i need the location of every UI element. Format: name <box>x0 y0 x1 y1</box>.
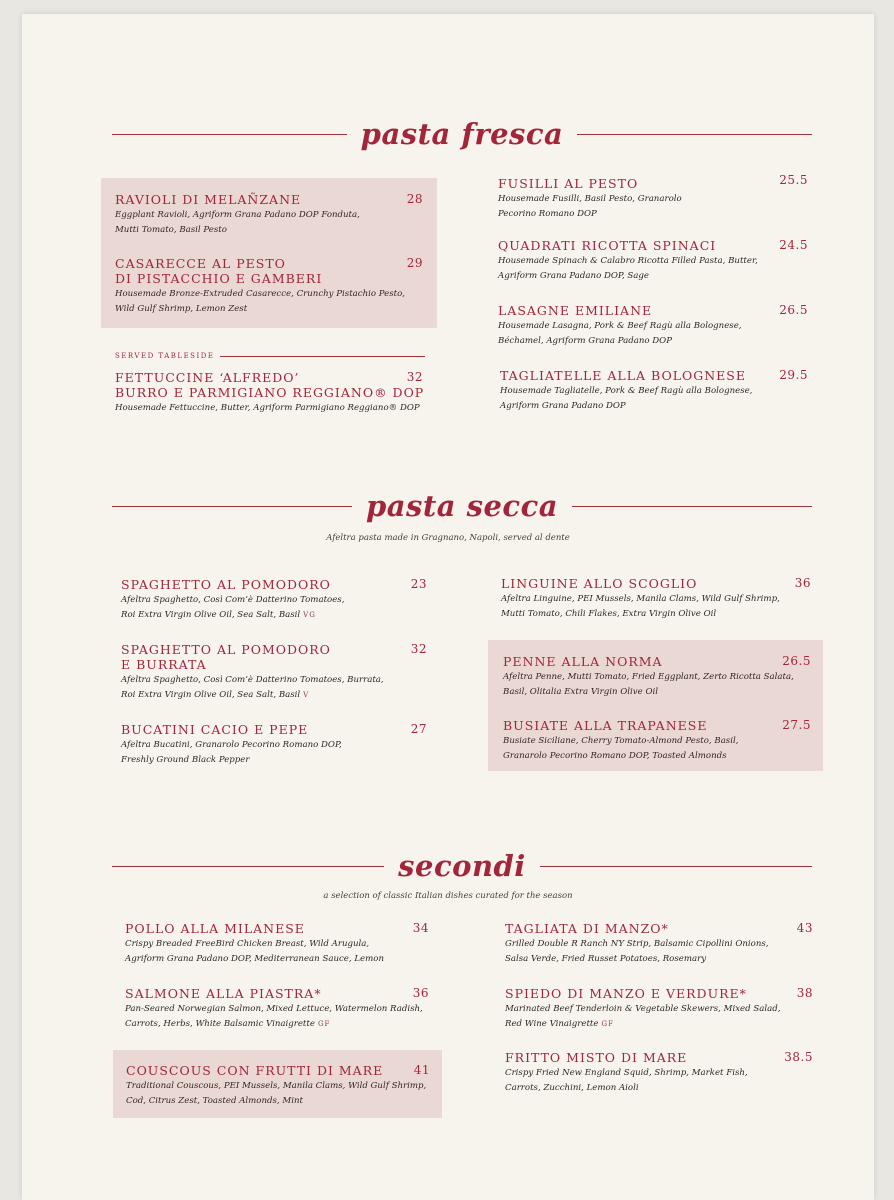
item-name: BUSIATE ALLA TRAPANESE <box>503 718 708 733</box>
item-name: TAGLIATA DI MANZO* <box>505 921 669 936</box>
item-price: 38 <box>796 986 813 1000</box>
item-desc: Housemade Spinach & Calabro Ricotta Filled Pasta, Butter, Agriform Grana Padano DOP, Sage <box>498 256 758 281</box>
item-name: SPIEDO DI MANZO E VERDURE* <box>505 986 747 1001</box>
menu-item <box>115 256 423 317</box>
item-name: TAGLIATELLE ALLA BOLOGNESE <box>500 368 746 383</box>
item-price: 26.5 <box>782 654 811 668</box>
secondi-header <box>112 846 812 886</box>
header-rule-right <box>572 506 812 507</box>
item-name: FETTUCCINE ‘ALFREDO’ BURRO E PARMIGIANO REGGIANO® DOP <box>115 370 425 400</box>
item-name: RAVIOLI DI MELAÑZANE <box>115 192 302 207</box>
item-name: SPAGHETTO AL POMODORO <box>121 577 331 592</box>
item-name: CASARECCE AL PESTO DI PISTACCHIO E GAMBERI <box>115 256 323 286</box>
item-name: POLLO ALLA MILANESE <box>125 921 305 936</box>
item-desc: Marinated Beef Tenderloin & Vegetable Skewers, Mixed Salad, Red Wine Vinaigrette GF <box>505 1004 781 1029</box>
item-price: 38.5 <box>784 1050 813 1064</box>
header-rule-right <box>540 866 812 867</box>
header-rule-left <box>112 506 352 507</box>
item-desc: Afeltra Linguine, PEI Mussels, Manila Clams, Wild Gulf Shrimp, Mutti Tomato, Chili Flakes, Extra Virgin Olive Oil <box>501 594 780 619</box>
item-desc: Housemade Fusilli, Basil Pesto, Granarolo Pecorino Romano DOP <box>498 194 682 219</box>
item-price: 27 <box>410 722 427 736</box>
pasta-secca-title: pasta secca <box>365 489 559 523</box>
item-price: 34 <box>412 921 429 935</box>
item-name: COUSCOUS CON FRUTTI DI MARE <box>126 1063 384 1078</box>
item-price: 43 <box>796 921 813 935</box>
item-name: FUSILLI AL PESTO <box>498 176 639 191</box>
secondi-title: secondi <box>398 849 526 883</box>
item-price: 27.5 <box>782 718 811 732</box>
item-name: PENNE ALLA NORMA <box>503 654 663 669</box>
menu-item <box>505 986 813 1032</box>
menu-item <box>500 368 808 414</box>
item-price: 41 <box>413 1063 430 1077</box>
item-desc: Afeltra Bucatini, Granarolo Pecorino Romano DOP, Freshly Ground Black Pepper <box>121 740 342 765</box>
menu-item <box>125 921 429 967</box>
dietary-tag: GF <box>317 1020 331 1028</box>
item-desc: Traditional Couscous, PEI Mussels, Manila Clams, Wild Gulf Shrimp, Cod, Citrus Zest, Toasted Almonds, Mint <box>126 1081 427 1106</box>
pasta-fresca-title: pasta fresca <box>360 117 564 151</box>
item-desc: Eggplant Ravioli, Agriform Grana Padano DOP Fonduta, Mutti Tomato, Basil Pesto <box>115 210 360 235</box>
item-price: 28 <box>406 192 423 206</box>
menu-item <box>503 654 811 700</box>
menu-item <box>503 718 811 764</box>
dietary-tag: V <box>303 691 310 699</box>
header-rule-right <box>577 134 812 135</box>
menu-item <box>121 642 427 703</box>
item-price: 32 <box>410 642 427 656</box>
item-desc: Grilled Double R Ranch NY Strip, Balsamic Cipollini Onions, Salsa Verde, Fried Russet Potatoes, Rosemary <box>505 939 769 964</box>
menu-item <box>498 238 808 284</box>
secondi-subtitle: a selection of classic Italian dishes curated for the season <box>323 891 573 901</box>
item-name: SPAGHETTO AL POMODORO E BURRATA <box>121 642 331 672</box>
menu-item <box>505 1050 813 1096</box>
menu-item <box>121 722 427 768</box>
item-desc: Afeltra Spaghetto, Così Com’è Datterino Tomatoes, Roi Extra Virgin Olive Oil, Sea Salt, Basil VG <box>121 595 345 620</box>
dietary-tag: GF <box>601 1020 614 1028</box>
item-price: 36 <box>412 986 429 1000</box>
header-rule-left <box>112 866 384 867</box>
item-desc: Housemade Bronze-Extruded Casarecce, Crunchy Pistachio Pesto, Wild Gulf Shrimp, Lemon Zest <box>115 289 406 314</box>
item-desc: Afeltra Penne, Mutti Tomato, Fried Eggplant, Zerto Ricotta Salata, Basil, Olitalia Extra Virgin Olive Oil <box>503 672 794 697</box>
menu-item <box>505 921 813 967</box>
item-desc: Busiate Siciliane, Cherry Tomato-Almond Pesto, Basil, Granarolo Pecorino Romano DOP, Toasted Almonds <box>503 736 739 761</box>
served-tableside-label: SERVED TABLESIDE <box>115 352 425 360</box>
item-price: 29.5 <box>779 368 808 382</box>
item-desc: Housemade Fettuccine, Butter, Agriform Parmigiano Reggiano® DOP <box>115 403 420 413</box>
item-desc: Afeltra Spaghetto, Così Com’è Datterino Tomatoes, Burrata, Roi Extra Virgin Olive Oil, Sea Salt, Basil V <box>121 675 384 700</box>
menu-item <box>115 192 423 238</box>
menu-item <box>115 370 423 416</box>
item-price: 26.5 <box>779 303 808 317</box>
header-rule-left <box>112 134 347 135</box>
item-name: LINGUINE ALLO SCOGLIO <box>501 576 698 591</box>
item-name: SALMONE ALLA PIASTRA* <box>125 986 322 1001</box>
item-price: 24.5 <box>779 238 808 252</box>
item-name: FRITTO MISTO DI MARE <box>505 1050 688 1065</box>
item-name: QUADRATI RICOTTA SPINACI <box>498 238 717 253</box>
pasta-fresca-header <box>112 114 812 154</box>
item-price: 29 <box>406 256 423 270</box>
item-desc: Pan-Seared Norwegian Salmon, Mixed Lettuce, Watermelon Radish, Carrots, Herbs, White Balsamic Vinaigrette GF <box>125 1004 423 1029</box>
item-desc: Housemade Lasagna, Pork & Beef Ragù alla Bolognese, Béchamel, Agriform Grana Padano DOP <box>498 321 742 346</box>
item-name: BUCATINI CACIO E PEPE <box>121 722 309 737</box>
pasta-secca-header <box>112 486 812 526</box>
menu-item <box>126 1063 430 1109</box>
item-desc: Crispy Breaded FreeBird Chicken Breast, Wild Arugula, Agriform Grana Padano DOP, Mediterranean Sauce, Lemon <box>125 939 384 964</box>
menu-item <box>121 577 427 623</box>
item-desc: Crispy Fried New England Squid, Shrimp, Market Fish, Carrots, Zucchini, Lemon Aioli <box>505 1068 748 1093</box>
menu-item <box>498 173 808 222</box>
menu-page <box>22 14 874 1200</box>
dietary-tag: VG <box>303 611 316 619</box>
item-price: 36 <box>794 576 811 590</box>
pasta-secca-subtitle: Afeltra pasta made in Gragnano, Napoli, served al dente <box>326 533 570 543</box>
menu-item <box>498 303 808 349</box>
menu-item <box>501 576 811 622</box>
item-price: 25.5 <box>779 173 808 187</box>
item-price: 32 <box>406 370 423 384</box>
item-desc: Housemade Tagliatelle, Pork & Beef Ragù alla Bolognese, Agriform Grana Padano DOP <box>500 386 753 411</box>
item-price: 23 <box>410 577 427 591</box>
menu-item <box>125 986 429 1032</box>
item-name: LASAGNE EMILIANE <box>498 303 653 318</box>
